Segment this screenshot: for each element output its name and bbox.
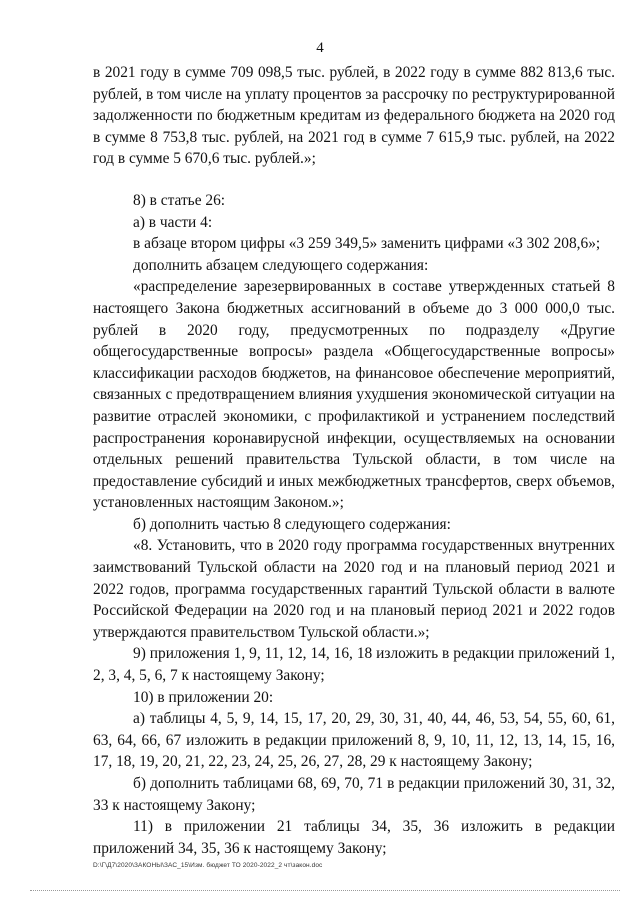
paragraph-item-9: 9) приложения 1, 9, 11, 12, 14, 16, 18 изложить в редакции приложений 1, 2, 3, 4, 5, 6, 7 к настоящему Закону; [93,645,615,685]
paragraph-replace-figures: в абзаце втором цифры «3 259 349,5» заменить цифрами «3 302 208,6»; [133,235,601,253]
paragraph-subitem-a: а) в части 4: [133,213,213,231]
paragraph-item-10: 10) в приложении 20: [133,688,274,706]
footer-divider [30,890,620,891]
paragraph-subitem-b: б) дополнить частью 8 следующего содержания: [133,515,451,533]
paragraph-gap [93,170,615,190]
paragraph-part-8: «8. Установить, что в 2020 году программа государственных внутренних заимствований Тульской области на 2020 год и на плановый период 2021 и 2022 годов, программа государственных гарантий Тульской области в валюте Российской Федерации на 2020 год и на плановый период 2021 и 2022 годов утверждаются правительством Тульской области.»; [93,537,615,641]
paragraph-item-10b: б) дополнить таблицами 68, 69, 70, 71 в редакции приложений 30, 31, 32, 33 к настоящему Закону; [93,775,615,814]
paragraph-item-8: 8) в статье 26: [133,191,226,209]
page-number: 4 [316,40,324,56]
document-body [93,62,615,859]
paragraph-continuation: в 2021 году в сумме 709 098,5 тыс. рублей, в 2022 году в сумме 882 813,6 тыс. рублей, в том числе на уплату процентов за рассрочку по реструктурированной задолженности по бюджетным кредитам из федерального бюджета на 2020 год в сумме 8 753,8 тыс. рублей, на 2021 год в сумме 7 615,9 тыс. рублей, на 2022 год в сумме 5 670,6 тыс. рублей.»; [93,64,615,168]
paragraph-item-10a: а) таблицы 4, 5, 9, 14, 15, 17, 20, 29, 30, 31, 40, 44, 46, 53, 54, 55, 60, 61, 63, 64, 66, 67 изложить в редакции приложений 8, 9, 10, 11, 12, 13, 14, 15, 16, 17, 18, 19, 20, 21, 22, 23, 24, 25, 26, 27, 28, 29 к настоящему Закону; [93,710,615,771]
paragraph-add-clause: дополнить абзацем следующего содержания: [133,256,429,274]
footer-file-path: D:\Г\Д7\2020\ЗАКОНЫ\ЗАС_15\Изм. бюджет ТО 2020-2022_2 чт\закон.doc [93,862,323,869]
paragraph-item-11: 11) в приложении 21 таблицы 34, 35, 36 изложить в редакции приложений 34, 35, 36 к настоящему Закону; [93,818,615,857]
paragraph-quoted-clause: «распределение зарезервированных в составе утвержденных статьей 8 настоящего Закона бюджетных ассигнований в объеме до 3 000 000,0 тыс. рублей в 2020 году, предусмотренных по подразделу «Другие общегосударственные вопросы» раздела «Общегосударственные вопросы» классификации расходов бюджетов, на финансовое обеспечение мероприятий, связанных с предотвращением влияния ухудшения экономической ситуации на развитие отраслей экономики, с профилактикой и устранением последствий распространения коронавирусной инфекции, осуществляемых на основании отдельных решений правительства Тульской области, в том числе на предоставление субсидий и иных межбюджетных трансфертов, сверх объемов, установленных настоящим Законом.»; [93,278,615,512]
